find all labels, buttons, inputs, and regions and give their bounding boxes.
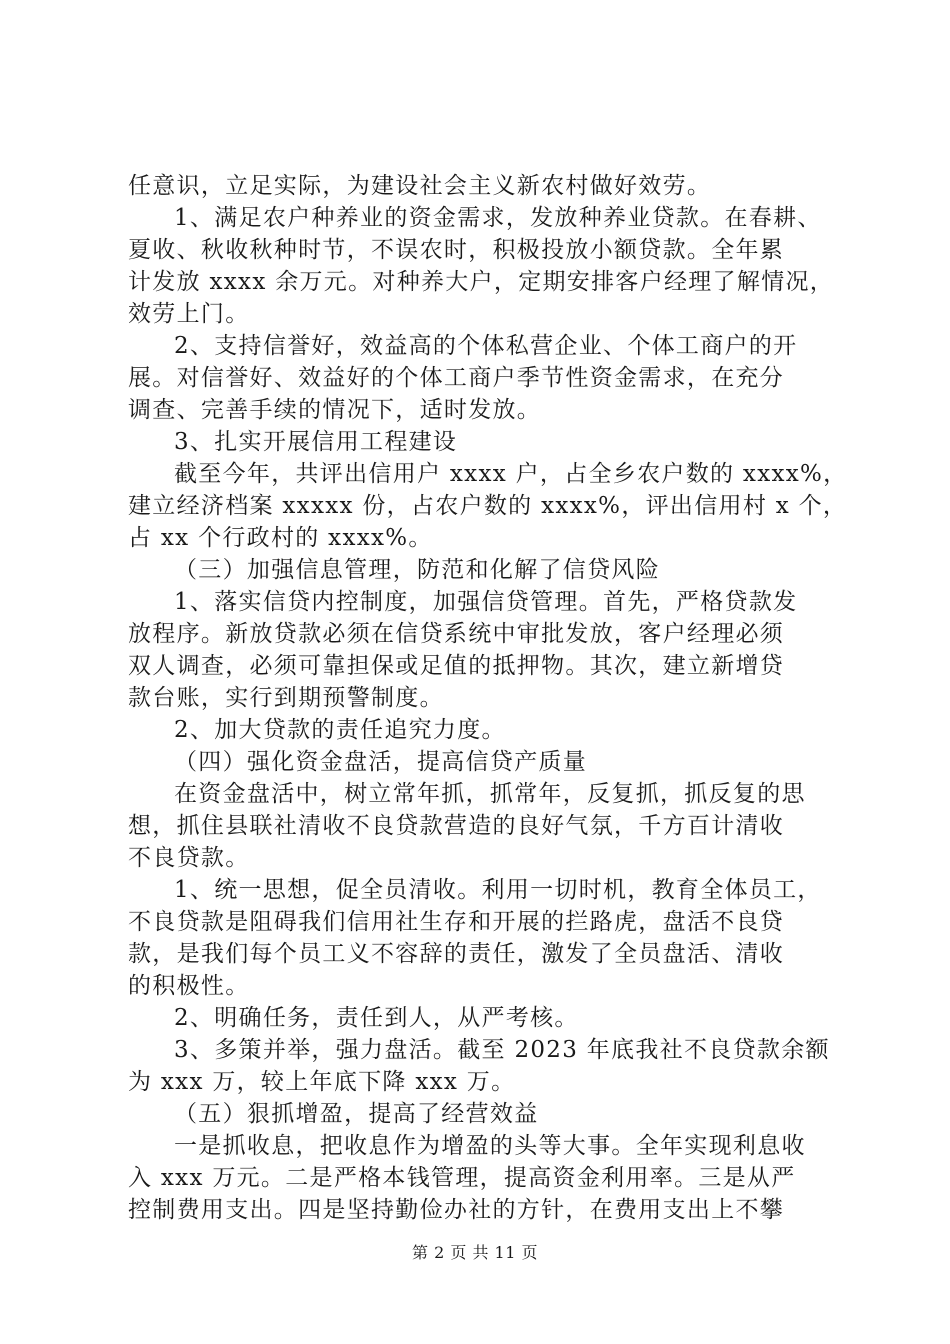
text-line: 款，是我们每个员工义不容辞的责任，激发了全员盘活、清收 xyxy=(128,941,785,967)
text-line: 1、满足农户种养业的资金需求，发放种养业贷款。在春耕、 xyxy=(174,205,822,231)
text-line: 2、明确任务，责任到人，从严考核。 xyxy=(174,1005,579,1031)
text-line: 的积极性。 xyxy=(128,973,250,999)
text-line: 效劳上门。 xyxy=(128,301,250,327)
text-line: 计发放 xxxx 余万元。对种养大户，定期安排客户经理了解情况， xyxy=(128,269,835,295)
text-line: 款台账，实行到期预警制度。 xyxy=(128,685,444,711)
text-line: 不良贷款是阻碍我们信用社生存和开展的拦路虎，盘活不良贷 xyxy=(128,909,785,935)
text-line: 控制费用支出。四是坚持勤俭办社的方针，在费用支出上不攀 xyxy=(128,1197,785,1223)
text-line: 双人调查，必须可靠担保或足值的抵押物。其次，建立新增贷 xyxy=(128,653,785,679)
page-number-footer: 第 2 页 共 11 页 xyxy=(412,1243,538,1262)
document-body xyxy=(128,170,848,1226)
text-line: 想，抓住县联社清收不良贷款营造的良好气氛，千方百计清收 xyxy=(128,813,785,839)
text-line: 3、扎实开展信用工程建设 xyxy=(174,429,458,455)
text-line: 展。对信誉好、效益好的个体工商户季节性资金需求，在充分 xyxy=(128,365,785,391)
text-line: 为 xxx 万，较上年底下降 xxx 万。 xyxy=(128,1069,516,1095)
text-line: 入 xxx 万元。二是严格本钱管理，提高资金利用率。三是从严 xyxy=(128,1165,796,1191)
text-line: 3、多策并举，强力盘活。截至 2023 年底我社不良贷款余额 xyxy=(174,1037,830,1063)
text-line: 截至今年，共评出信用户 xxxx 户，占全乡农户数的 xxxx%， xyxy=(174,461,848,487)
text-line: 2、加大贷款的责任追究力度。 xyxy=(174,717,506,743)
text-line: 放程序。新放贷款必须在信贷系统中审批发放，客户经理必须 xyxy=(128,621,785,647)
text-line: 占 xx 个行政村的 xxxx%。 xyxy=(128,525,433,551)
text-line: 在资金盘活中，树立常年抓，抓常年，反复抓，抓反复的思 xyxy=(174,781,806,807)
text-line: 夏收、秋收秋种时节，不误农时，积极投放小额贷款。全年累 xyxy=(128,237,785,263)
text-line: 2、支持信誉好，效益高的个体私营企业、个体工商户的开 xyxy=(174,333,798,359)
text-line: 1、统一思想，促全员清收。利用一切时机，教育全体员工， xyxy=(174,877,822,903)
text-line: 调查、完善手续的情况下，适时发放。 xyxy=(128,397,542,423)
text-line: 任意识，立足实际，为建设社会主义新农村做好效劳。 xyxy=(128,173,712,199)
text-line: 1、落实信贷内控制度，加强信贷管理。首先，严格贷款发 xyxy=(174,589,798,615)
section-heading: （五）狠抓增盈，提高了经营效益 xyxy=(174,1101,539,1127)
section-heading: （三）加强信息管理，防范和化解了信贷风险 xyxy=(174,557,660,583)
text-line: 建立经济档案 xxxxx 份，占农户数的 xxxx%，评出信用村 x 个， xyxy=(128,493,848,519)
text-line: 不良贷款。 xyxy=(128,845,250,871)
text-line: 一是抓收息，把收息作为增盈的头等大事。全年实现利息收 xyxy=(174,1133,806,1159)
section-heading: （四）强化资金盘活，提高信贷产质量 xyxy=(174,749,588,775)
